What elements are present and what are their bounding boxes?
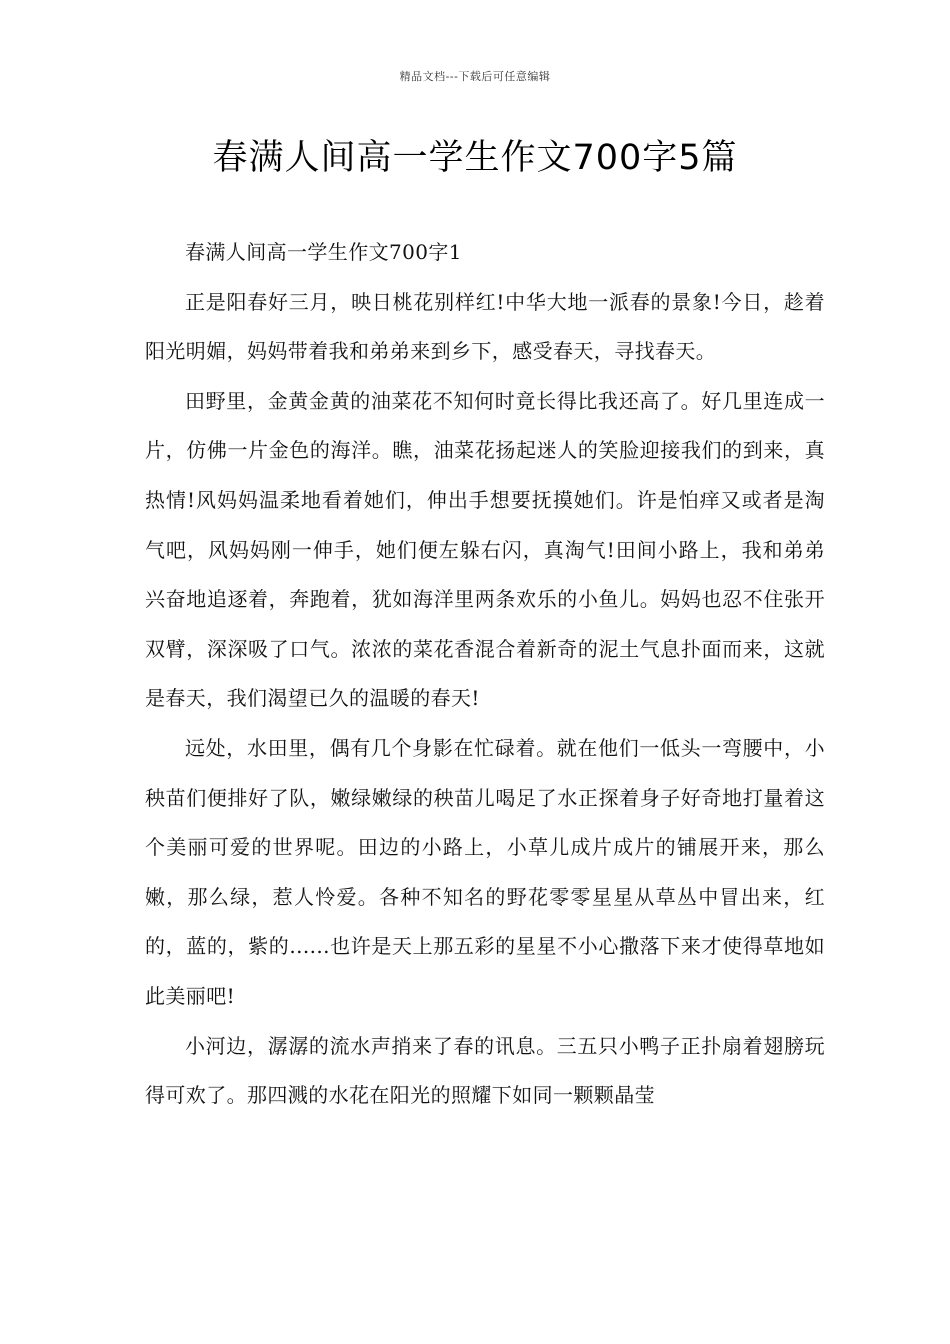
paragraph-3: 远处，水田里，偶有几个身影在忙碌着。就在他们一低头一弯腰中，小秧苗们便排好了队，嫩绿嫩绿的秧苗儿喝足了水正探着身子好奇地打量着这个美丽可爱的世界呢。田边的小路上，小草儿成片成片的铺展开来，那么嫩，那么绿，惹人怜爱。各种不知名的野花零零星星从草丛中冒出来，红的，蓝的，紫的......也许是天上那五彩的星星不小心撒落下来才使得草地如此美丽吧! [145, 735, 825, 1008]
article-body [145, 228, 825, 1121]
document-title: 春满人间高一学生作文700字5篇 [212, 138, 738, 178]
page-header: 精品文档---下载后可任意编辑 [399, 70, 551, 83]
paragraph-2: 田野里，金黄金黄的油菜花不知何时竟长得比我还高了。好几里连成一片，仿佛一片金色的海洋。瞧，油菜花扬起迷人的笑脸迎接我们的到来，真热情!风妈妈温柔地看着她们，伸出手想要抚摸她们。许是怕痒又或者是淘气吧，风妈妈刚一伸手，她们便左躲右闪，真淘气!田间小路上，我和弟弟兴奋地追逐着，奔跑着，犹如海洋里两条欢乐的小鱼儿。妈妈也忍不住张开双臂，深深吸了口气。浓浓的菜花香混合着新奇的泥土气息扑面而来，这就是春天，我们渴望已久的温暖的春天! [145, 388, 825, 711]
paragraph-4: 小河边，潺潺的流水声捎来了春的讯息。三五只小鸭子正扑扇着翅膀玩得可欢了。那四溅的水花在阳光的照耀下如同一颗颗晶莹 [145, 1033, 825, 1108]
paragraph-1: 正是阳春好三月，映日桃花别样红!中华大地一派春的景象!今日，趁着阳光明媚，妈妈带着我和弟弟来到乡下，感受春天，寻找春天。 [145, 289, 825, 364]
section-heading: 春满人间高一学生作文700字1 [185, 240, 462, 264]
